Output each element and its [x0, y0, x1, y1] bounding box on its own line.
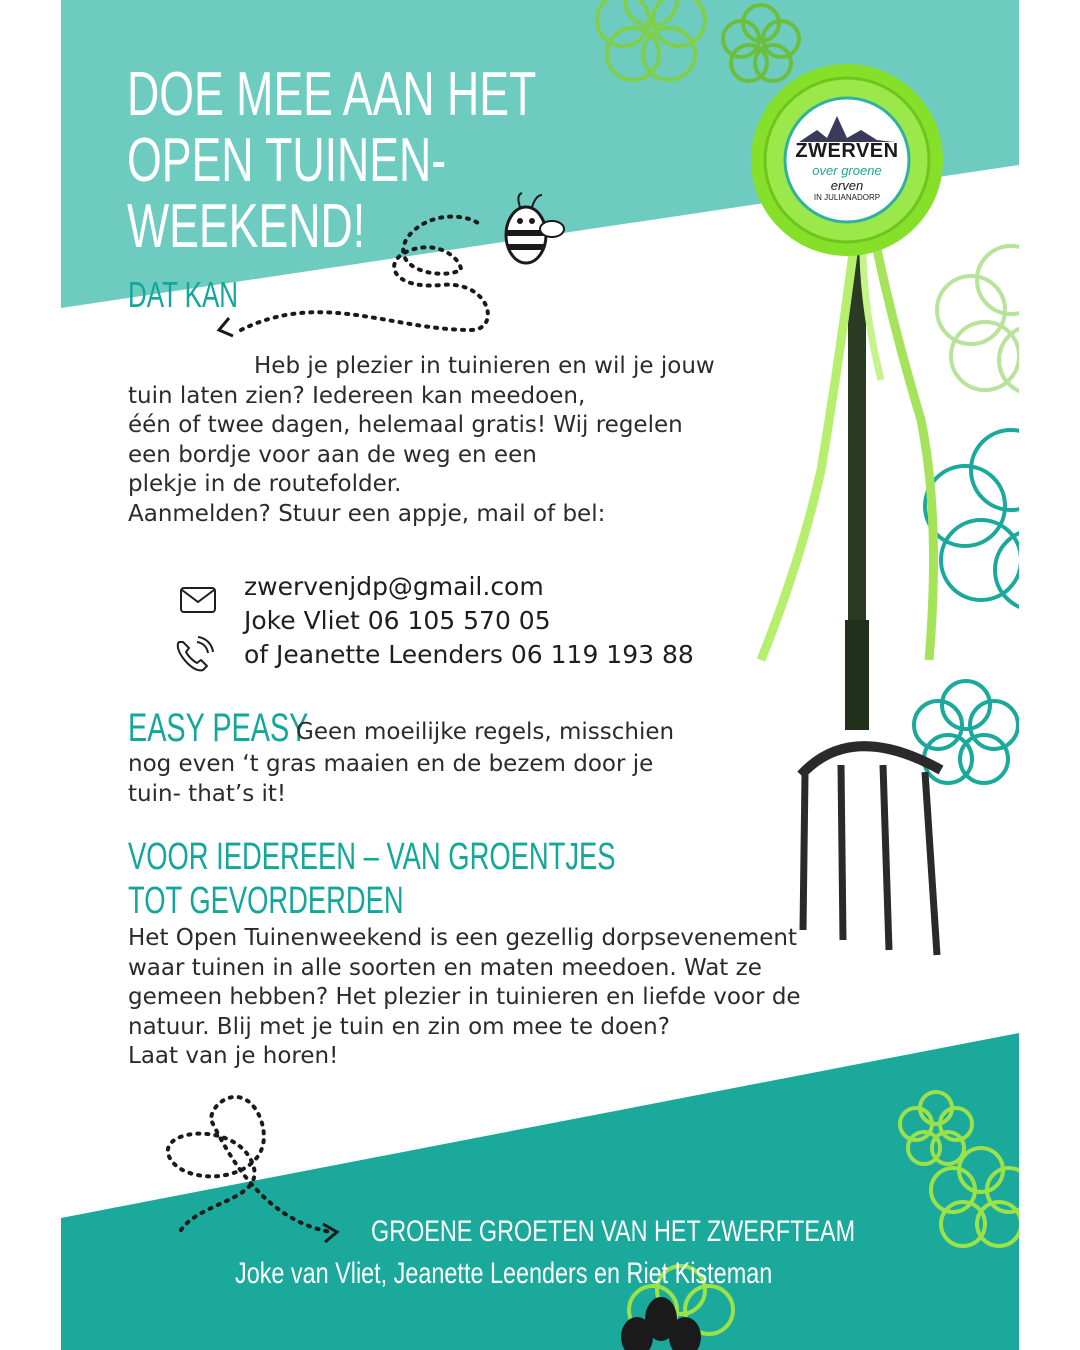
logo-text [788, 140, 906, 202]
dat-kan-line-1: Heb je plezier in tuinieren en wil je jouw [254, 353, 715, 379]
logo-word-3: erven [830, 178, 864, 193]
title-line-2: OPEN TUINEN- [127, 126, 447, 195]
dat-kan-heading: DAT KAN [128, 274, 238, 315]
logo-word-2: over groene [812, 163, 882, 178]
dat-kan-body [128, 352, 715, 529]
contact-phone-1[interactable]: Joke Vliet 06 105 570 05 [244, 606, 551, 635]
dat-kan-line-4: een bordje voor aan de weg en een [128, 441, 537, 468]
dat-kan-line-5: plekje in de routefolder. [128, 471, 402, 497]
envelope-icon [179, 586, 217, 614]
dat-kan-line-3: één of twee dagen, helemaal gratis! Wij regelen [128, 412, 683, 438]
voor-heading-1: VOOR IEDEREEN – VAN GROENTJES [128, 836, 616, 878]
voor-heading-2: TOT GEVORDERDEN [128, 880, 404, 922]
easy-line-3: tuin- that’s it! [128, 781, 287, 807]
easy-line-1: Geen moeilijke regels, misschien [296, 719, 675, 745]
phone-icon [173, 636, 217, 676]
voor-line-2: waar tuinen in alle soorten en maten meedoen. Wat ze [128, 954, 762, 981]
contact-phone-2[interactable]: of Jeanette Leenders 06 119 193 88 [244, 640, 694, 669]
logo-word-1: ZWERVEN [795, 140, 899, 162]
logo-word-4: IN JULIANADORP [813, 193, 881, 202]
bottom-teal-band [61, 1033, 1019, 1350]
voor-line-3: gemeen hebben? Het plezier in tuinieren en liefde voor de [128, 984, 801, 1010]
flyer-page [61, 0, 1019, 1350]
pitchfork-image [761, 230, 941, 955]
main-title [127, 62, 536, 260]
voor-line-5: Laat van je horen! [128, 1043, 339, 1069]
voor-body [128, 924, 801, 1072]
easy-line-2: nog even ‘t gras maaien en de bezem door je [128, 751, 654, 777]
contact-block [244, 570, 694, 672]
easy-heading: EASY PEASY [128, 706, 309, 750]
contact-email[interactable]: zwervenjdp@gmail.com [244, 572, 544, 601]
dat-kan-line-2: tuin laten zien? Iedereen kan meedoen, [128, 382, 586, 409]
dat-kan-line-6: Aanmelden? Stuur een appje, mail of bel: [128, 500, 606, 527]
voor-line-1: Het Open Tuinenweekend is een gezellig dorpsevenement [128, 925, 798, 951]
footer-line-1: GROENE GROETEN VAN HET ZWERFTEAM [371, 1215, 856, 1248]
flower-outline-right [937, 246, 1019, 394]
arrowhead-top [219, 318, 233, 336]
title-line-1: DOE MEE AAN HET [127, 60, 537, 129]
voor-line-4: natuur. Blij met je tuin en zin om mee te doen? [128, 1013, 670, 1040]
title-line-3: WEEKEND! [127, 192, 366, 261]
footer-line-2: Joke van Vliet, Jeanette Leenders en Riet Kisteman [235, 1257, 773, 1290]
flower-outline-right-teal [925, 430, 1019, 610]
